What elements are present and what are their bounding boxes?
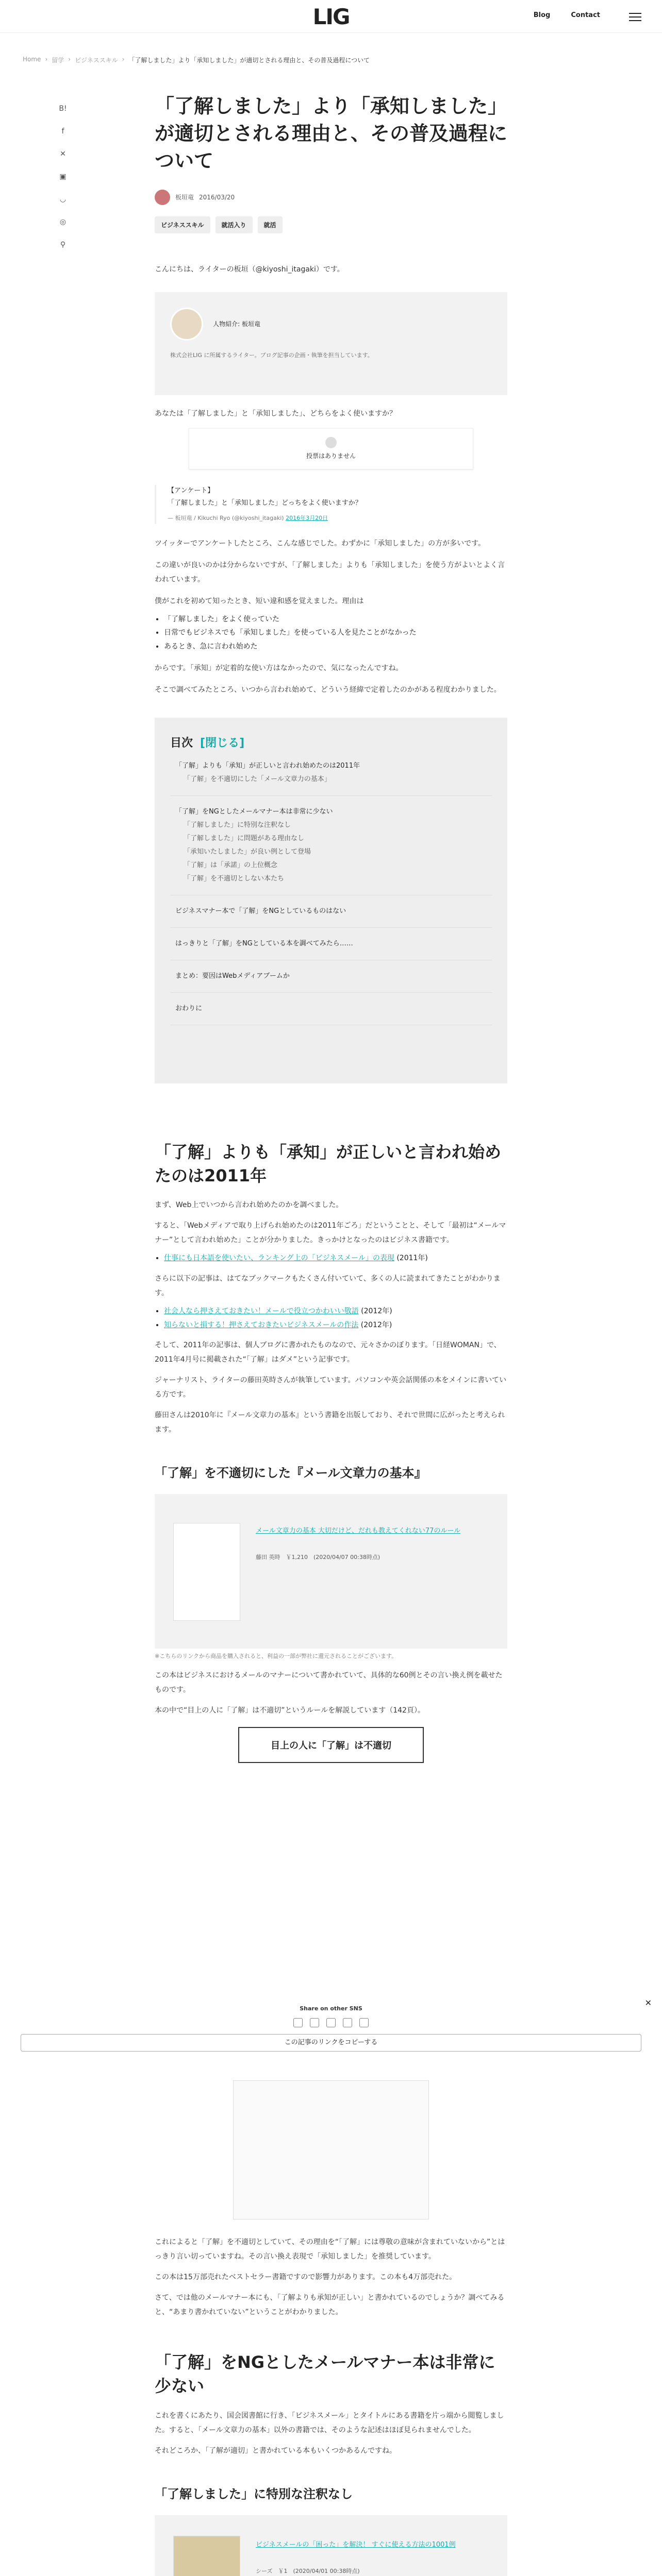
header-nav (534, 11, 600, 19)
toc-item (170, 960, 492, 993)
tag[interactable]: 就活 (258, 216, 283, 233)
paragraph: ツイッターでアンケートしたところ、こんな感じでした。わずかに「承知しました」の方が多いです。 (155, 539, 486, 548)
tag-list (155, 216, 507, 233)
line-icon[interactable]: ▣ (59, 173, 67, 181)
toc-link[interactable]: はっきりと「了解」をNGとしている本を調べてみたら…… (175, 939, 353, 947)
product-meta: 藤田 英時 ￥1,210 (2020/04/07 00:38時点) (256, 1554, 380, 1561)
copy-link-icon[interactable]: ⚲ (60, 241, 66, 249)
tweet-line: 「了解しました」と「承知しました」どっちをよく使いますか？ (168, 499, 362, 507)
hamburger-menu-icon[interactable] (629, 10, 641, 23)
poll-label: 投票はありません (306, 452, 356, 460)
hatena-bookmark-icon[interactable]: B! (59, 105, 67, 113)
copy-link-button[interactable]: この記事のリンクをコピーする (21, 2034, 641, 2052)
toc-item (170, 796, 492, 895)
paragraph: 僕がこれを初めて知ったとき、短い違和感を覚えました。理由は (155, 597, 364, 605)
breadcrumb-current: 「了解しました」より「承知しました」が適切とされる理由と、その普及過程について (128, 57, 370, 64)
x-twitter-icon[interactable] (326, 2018, 336, 2027)
poll-widget[interactable] (189, 428, 473, 469)
toc-link[interactable]: ビジネスマナー本で「了解」をNGとしているものはない (175, 907, 346, 915)
poll-icon (325, 437, 337, 448)
intro-text: こんにちは、ライターの板垣（@kiyoshi_itagaki）です。 (155, 265, 344, 274)
paragraph: これによると「了解」を不適切としていて、その理由を“「了解」には尊敬の意味が含まれていないから”とはっきり言い切っていますね。その言い換え表現で「承知しました」を推奨しています。 (155, 2238, 505, 2261)
table-of-contents (155, 718, 507, 1083)
book-page-image (233, 2080, 429, 2219)
sticky-share-bar (0, 1998, 662, 2049)
toc-link[interactable]: おわりに (175, 1004, 203, 1012)
paragraph: すると、「Webメディアで取り上げられ始めたのは2011年ごろ」だということと、そして「最初は“メールマナー”として言われ始めた」ことが分かりました。きっかけとなったのはビジネス書籍です。 (155, 1222, 506, 1245)
paragraph: この本はビジネスにおけるメールのマナーについて書かれていて、具体的な60例とその言い換え例を載せたものです。 (155, 1671, 503, 1694)
x-twitter-icon[interactable]: ✕ (60, 150, 66, 158)
link-list (164, 1304, 507, 1332)
paragraph: 藤田さんは2010年に『メール文章力の基本』という書籍を出版しており、それで世間に広がったと考えられます。 (155, 1411, 505, 1434)
subsection-heading: 「了解」を不適切にした『メール文章力の基本』 (155, 1466, 427, 1481)
toc-item (170, 750, 492, 796)
product-meta: シーズ ￥1 (2020/04/01 00:38時点) (256, 2567, 360, 2574)
list-item: • 知らないと損する！押さえておきたいビジネスメールの作法 (2012年) (164, 1318, 507, 1332)
breadcrumb: Home › 留学 › ビジネススキル › 「了解しました」より「承知しました」が適切とされる理由と、その普及過程について (23, 56, 370, 64)
paragraph: からです。「承知」が定着的な使い方はなかったので、気になったんですね。 (155, 664, 403, 672)
toc-toggle-button[interactable]: [閉じる] (200, 736, 245, 750)
reference-link[interactable]: 知らないと損する！押さえておきたいビジネスメールの作法 (164, 1320, 359, 1329)
line-icon[interactable] (343, 2018, 352, 2027)
paragraph: さらに以下の記事は、はてなブックマークもたくさん付いていて、多くの人に読まれてきたことがわかります。 (155, 1274, 501, 1297)
close-icon[interactable]: ✕ (644, 1998, 652, 2008)
affiliate-caption: ※こちらのリンクから商品を購入されると、利益の一部が弊社に還元されることがございます。 (155, 1653, 398, 1660)
pocket-icon[interactable]: ◡ (59, 195, 67, 204)
paragraph: それどころか、「了解が適切」と書かれている本もいくつかあるんですね。 (155, 2446, 396, 2455)
product-link-card[interactable] (155, 2515, 507, 2576)
section-heading: 「了解」をNGとしたメールマナー本は非常に少ない (155, 2352, 495, 2396)
product-link-card[interactable] (155, 1494, 507, 1649)
profile-name: 人物紹介: 板垣竜 (213, 320, 260, 328)
toc-link[interactable]: 「了解」をNGとしたメールマナー本は非常に少ない (175, 807, 333, 816)
product-title-link[interactable]: メール文章力の基本 大切だけど、だれも教えてくれない77のルール (256, 1527, 461, 1535)
paragraph: そこで調べてみたところ、いつから言われ始めて、どういう経緯で定着したのかがある程度わかりました。 (155, 685, 501, 694)
book-excerpt-image: 目上の人に「了解」は不適切 (238, 1727, 424, 1763)
site-logo[interactable]: LIG (312, 4, 350, 29)
breadcrumb-category[interactable]: 留学 (52, 57, 64, 64)
book-cover-image[interactable] (173, 2536, 240, 2576)
book-cover-image[interactable] (173, 1523, 240, 1621)
toc-sub-link[interactable]: 「了解」を不適切にした「メール文章力の基本」 (184, 775, 331, 783)
poll-question: あなたは「了解しました」と「承知しました」、どちらをよく使いますか？ (155, 409, 396, 418)
article (155, 93, 507, 1763)
profile-avatar (170, 308, 203, 341)
feedly-icon[interactable]: ◎ (59, 218, 67, 226)
paragraph: ジャーナリスト、ライターの藤田英時さんが執筆しています。パソコンや英会話関係の本をメインに書いている方です。 (155, 1376, 507, 1399)
reason-list (164, 613, 507, 654)
list-item: • 仕事にも日本語を使いたい、ランキング上の「ビジネスメール」の表現 (2011年) (164, 1251, 507, 1265)
facebook-icon[interactable] (310, 2018, 319, 2027)
toc-item (170, 993, 492, 1025)
toc-item (170, 928, 492, 960)
paragraph: そして、2011年の記事は、個人ブログに書かれたものなので、元々さかのぼります。「日経WOMAN」で、2011年4月号に掲載された“「了解」はダメ”という記事です。 (155, 1341, 501, 1364)
paragraph: さて、では他のメールマナー本にも、「了解よりも承知が正しい」と書かれているのでしょうか？調べてみると、“あまり書かれていない”ということがわかりました。 (155, 2294, 505, 2316)
tweet-line: 【アンケート】 (168, 486, 214, 495)
profile-description: 株式会社LIG に所属するライター。ブログ記事の企画・執筆を担当しています。 (170, 351, 373, 359)
section-heading: 「了解」よりも「承知」が正しいと言われ始めたのは2011年 (155, 1142, 502, 1185)
toc-sub-link[interactable]: 「了解」を不適切としない本たち (184, 874, 285, 883)
breadcrumb-home[interactable]: Home (23, 56, 41, 63)
article-continued (155, 2071, 507, 2576)
paragraph: 本の中で“目上の人に「了解」は不適切”というルールを解説しています（142頁）。 (155, 1706, 425, 1715)
author-avatar[interactable] (155, 190, 170, 205)
site-header (0, 0, 662, 33)
embedded-tweet (155, 485, 507, 524)
paragraph: この本は15万部売れたベストセラー書籍ですので影響力があります。この本も4万部売れた。 (155, 2273, 457, 2281)
link-list (164, 1251, 507, 1265)
hatena-bookmark-icon[interactable] (293, 2018, 303, 2027)
subsection-heading: 「了解しました」に特別な注釈なし (155, 2486, 353, 2501)
toc-link[interactable]: まとめ：要因はWebメディアブームか (175, 972, 290, 980)
product-title-link[interactable]: ビジネスメールの「困った」を解決！ すぐに使える方法の1001例 (256, 2540, 456, 2549)
list-item: • あるとき、急に言われ始めた (164, 640, 507, 654)
paragraph: この違いが良いのかは分からないですが、「了解しました」よりも「承知しました」を使う方がよいとよく言われています。 (155, 561, 505, 584)
toc-sub-link[interactable]: 「了解しました」に問題がある理由なし (184, 834, 305, 842)
toc-list (170, 750, 492, 1025)
toc-heading: 目次 [閉じる] (170, 736, 245, 750)
reference-link[interactable]: 仕事にも日本語を使いたい、ランキング上の「ビジネスメール」の表現 (164, 1254, 394, 1263)
share-sidebar (54, 103, 72, 250)
share-label: Share on other SNS (300, 2005, 362, 2012)
toc-sub-link[interactable]: 「承知いたしました」が良い例として登場 (184, 848, 311, 856)
toc-item (170, 895, 492, 928)
tweet-cite: — 板垣竜 / Kikuchi Ryo (@kiyoshi_itagaki) 2016年3月20日 (168, 514, 328, 521)
toc-sub-link[interactable]: 「了解しました」に特別な注釈なし (184, 821, 291, 829)
facebook-icon[interactable]: f (61, 127, 64, 135)
author-profile-box (155, 292, 507, 395)
paragraph: まず、Web上でいつから言われ始めたのかを調べました。 (155, 1201, 343, 1210)
list-item: • 社会人なら押さえておきたい！メールで役立つかわいい敬語 (2012年) (164, 1304, 507, 1318)
reference-link[interactable]: 社会人なら押さえておきたい！メールで役立つかわいい敬語 (164, 1307, 359, 1315)
toc-sub-link[interactable]: 「了解」は「承諾」の上位概念 (184, 861, 278, 869)
pocket-icon[interactable] (359, 2018, 369, 2027)
article-title: 「了解しました」より「承知しました」が適切とされる理由と、その普及過程について (155, 95, 508, 173)
tag[interactable]: ビジネススキル (155, 216, 210, 233)
list-item: • 「了解しました」をよく使っていた (164, 613, 507, 626)
paragraph: これを書くにあたり、国会図書館に行き、「ビジネスメール」とタイトルにある書籍を片っ端から閲覧しました。すると、「メール文章力の基本」以外の書籍では、そのような記述はほぼ見られませんでした。 (155, 2411, 504, 2434)
share-icons (0, 2018, 662, 2027)
breadcrumb-subcategory[interactable]: ビジネススキル (75, 57, 118, 64)
nav-contact-link[interactable]: Contact (571, 11, 600, 19)
author-name[interactable]: 板垣竜 (175, 194, 194, 201)
tag[interactable]: 就活入り (216, 216, 253, 233)
list-item: • 日常でもビジネスでも「承知しました」を使っている人を見たことがなかった (164, 626, 507, 640)
author-info (155, 190, 507, 205)
tweet-date-link[interactable]: 2016年3月20日 (286, 514, 328, 521)
publish-date: 2016/03/20 (199, 193, 235, 201)
nav-blog-link[interactable]: Blog (533, 11, 551, 19)
toc-link[interactable]: 「了解」よりも「承知」が正しいと言われ始めたのは2011年 (175, 761, 360, 770)
